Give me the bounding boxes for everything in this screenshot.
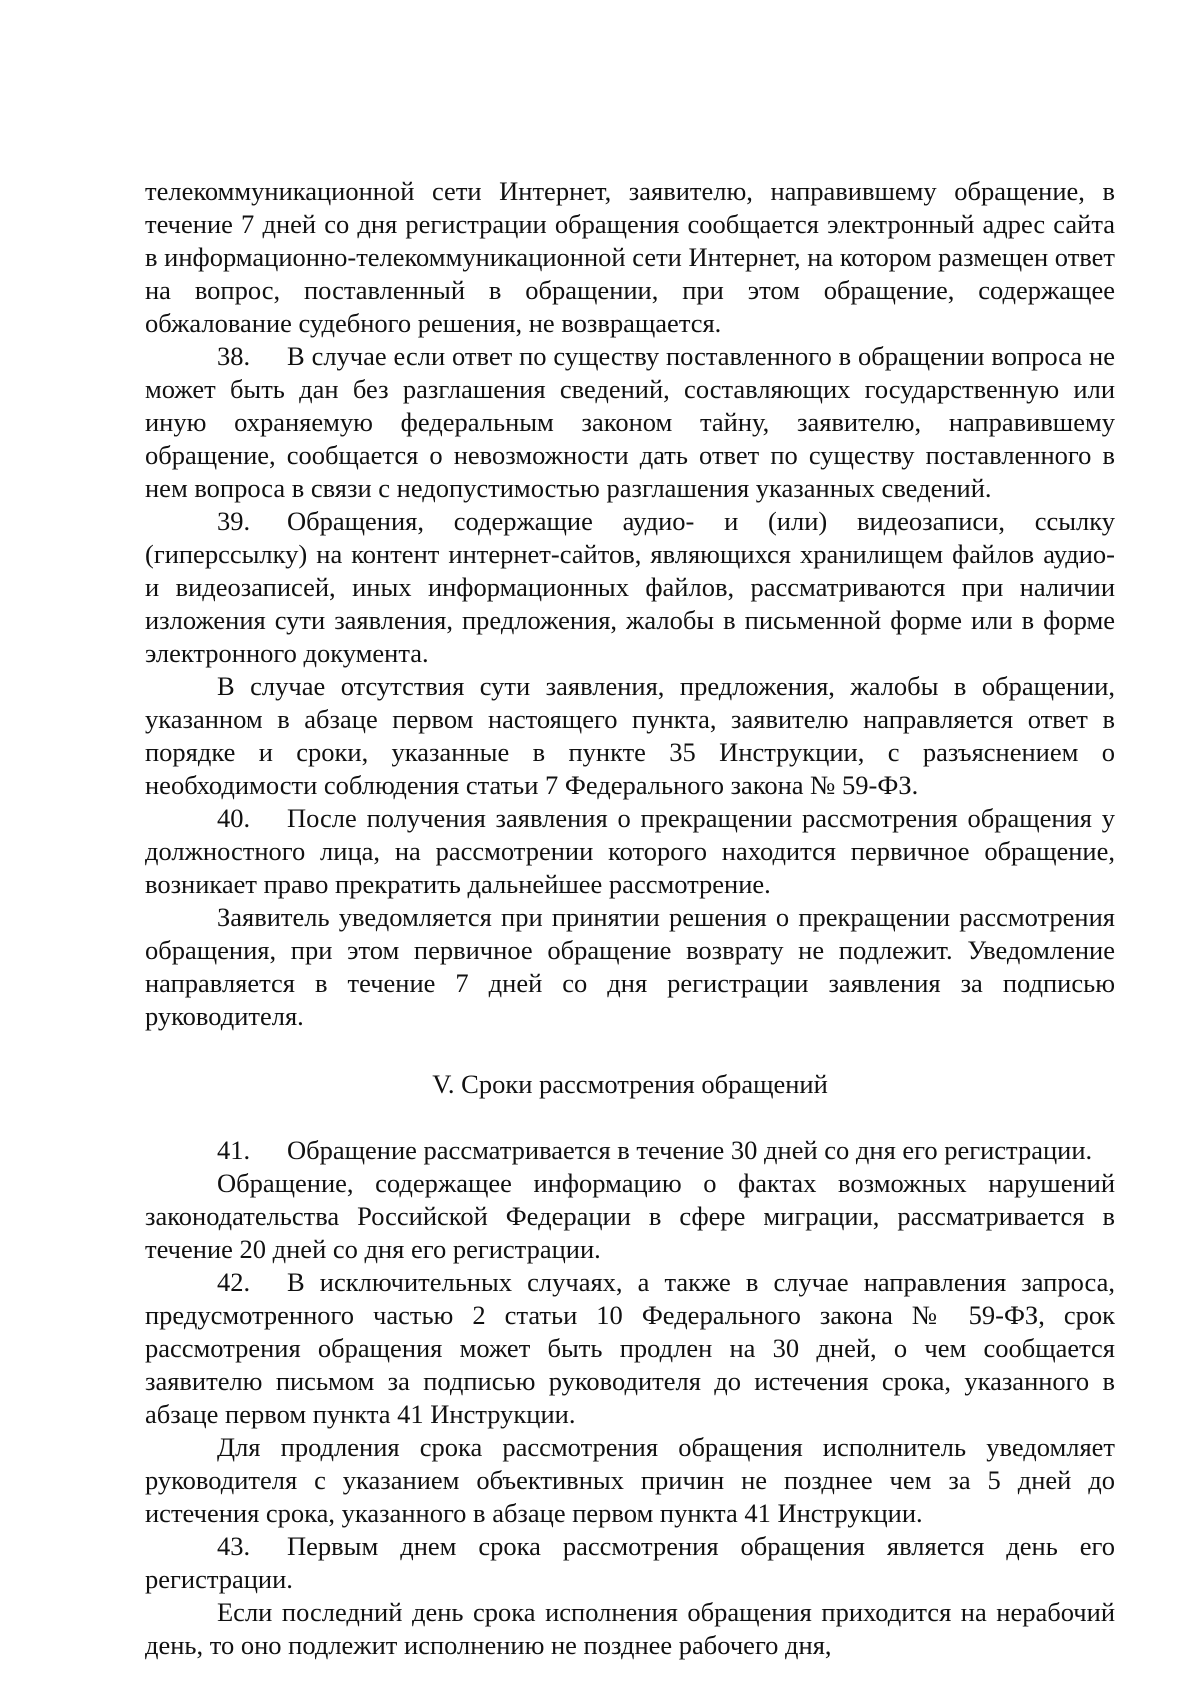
paragraph-text: В случае если ответ по существу поставленного в обращении вопроса не может быть дан без разглашения сведений, составляющих государственную или иную охраняемую федеральным законом тайну, заявителю, направившему обращение, сообщается о невозможности дать ответ по существу поставленного в нем вопроса в связи с недопустимостью разглашения указанных сведений. <box>145 341 1115 503</box>
paragraph-42 <box>145 1266 1115 1431</box>
paragraph-text: После получения заявления о прекращении рассмотрения обращения у должностного лица, на рассмотрении которого находится первичное обращение, возникает право прекратить дальнейшее рассмотрение. <box>145 803 1115 899</box>
paragraph-39-subparagraph: В случае отсутствия сути заявления, предложения, жалобы в обращении, указанном в абзаце первом настоящего пункта, заявителю направляется ответ в порядке и сроки, указанные в пункте 35 Инструкции, с разъяснением о необходимости соблюдения статьи 7 Федерального закона № 59-ФЗ. <box>145 671 1115 800</box>
paragraph-40-subparagraph: Заявитель уведомляется при принятии решения о прекращении рассмотрения обращения, при этом первичное обращение возврату не подлежит. Уведомление направляется в течение 7 дней со дня регистрации заявления за подписью руководителя. <box>145 902 1115 1031</box>
paragraph-number: 42. <box>217 1267 251 1297</box>
paragraph-text: В исключительных случаях, а также в случае направления запроса, предусмотренного частью 2 статьи 10 Федерального закона № 59-ФЗ, срок рассмотрения обращения может быть продлен на 30 дней, о чем сообщается заявителю письмом за подписью руководителя до истечения срока, указанного в абзаце первом пункта 41 Инструкции. <box>145 1267 1115 1429</box>
document-page <box>145 175 1115 1662</box>
paragraph-number: 43. <box>217 1531 251 1561</box>
paragraph-number: 41. <box>217 1135 251 1165</box>
paragraph-number: 38. <box>217 341 251 371</box>
paragraph-38 <box>145 340 1115 505</box>
paragraph-40 <box>145 802 1115 901</box>
paragraph-41-subparagraph: Обращение, содержащее информацию о фактах возможных нарушений законодательства Российской Федерации в сфере миграции, рассматривается в течение 20 дней со дня его регистрации. <box>145 1168 1115 1264</box>
paragraph-43-subparagraph: Если последний день срока исполнения обращения приходится на нерабочий день, то оно подлежит исполнению не позднее рабочего дня, <box>145 1597 1115 1660</box>
paragraph-number: 40. <box>217 803 251 833</box>
paragraph-text: Обращения, содержащие аудио- и (или) видеозаписи, ссылку (гиперссылку) на контент интернет-сайтов, являющихся хранилищем файлов аудио- и видеозаписей, иных информационных файлов, рассматриваются при наличии изложения сути заявления, предложения, жалобы в письменной форме или в форме электронного документа. <box>145 506 1115 668</box>
paragraph-39 <box>145 505 1115 670</box>
paragraph-number: 39. <box>217 506 251 536</box>
paragraph-continuation: телекоммуникационной сети Интернет, заявителю, направившему обращение, в течение 7 дней со дня регистрации обращения сообщается электронный адрес сайта в информационно-телекоммуникационной сети Интернет, на котором размещен ответ на вопрос, поставленный в обращении, при этом обращение, содержащее обжалование судебного решения, не возвращается. <box>145 176 1115 338</box>
section-heading: V. Сроки рассмотрения обращений <box>432 1069 828 1099</box>
paragraph-41 <box>145 1134 1115 1167</box>
paragraph-text: Первым днем срока рассмотрения обращения является день его регистрации. <box>145 1531 1115 1594</box>
paragraph-text: Обращение рассматривается в течение 30 дней со дня его регистрации. <box>287 1135 1093 1165</box>
paragraph-42-subparagraph: Для продления срока рассмотрения обращения исполнитель уведомляет руководителя с указанием объективных причин не позднее чем за 5 дней до истечения срока, указанного в абзаце первом пункта 41 Инструкции. <box>145 1432 1115 1528</box>
paragraph-43 <box>145 1530 1115 1596</box>
